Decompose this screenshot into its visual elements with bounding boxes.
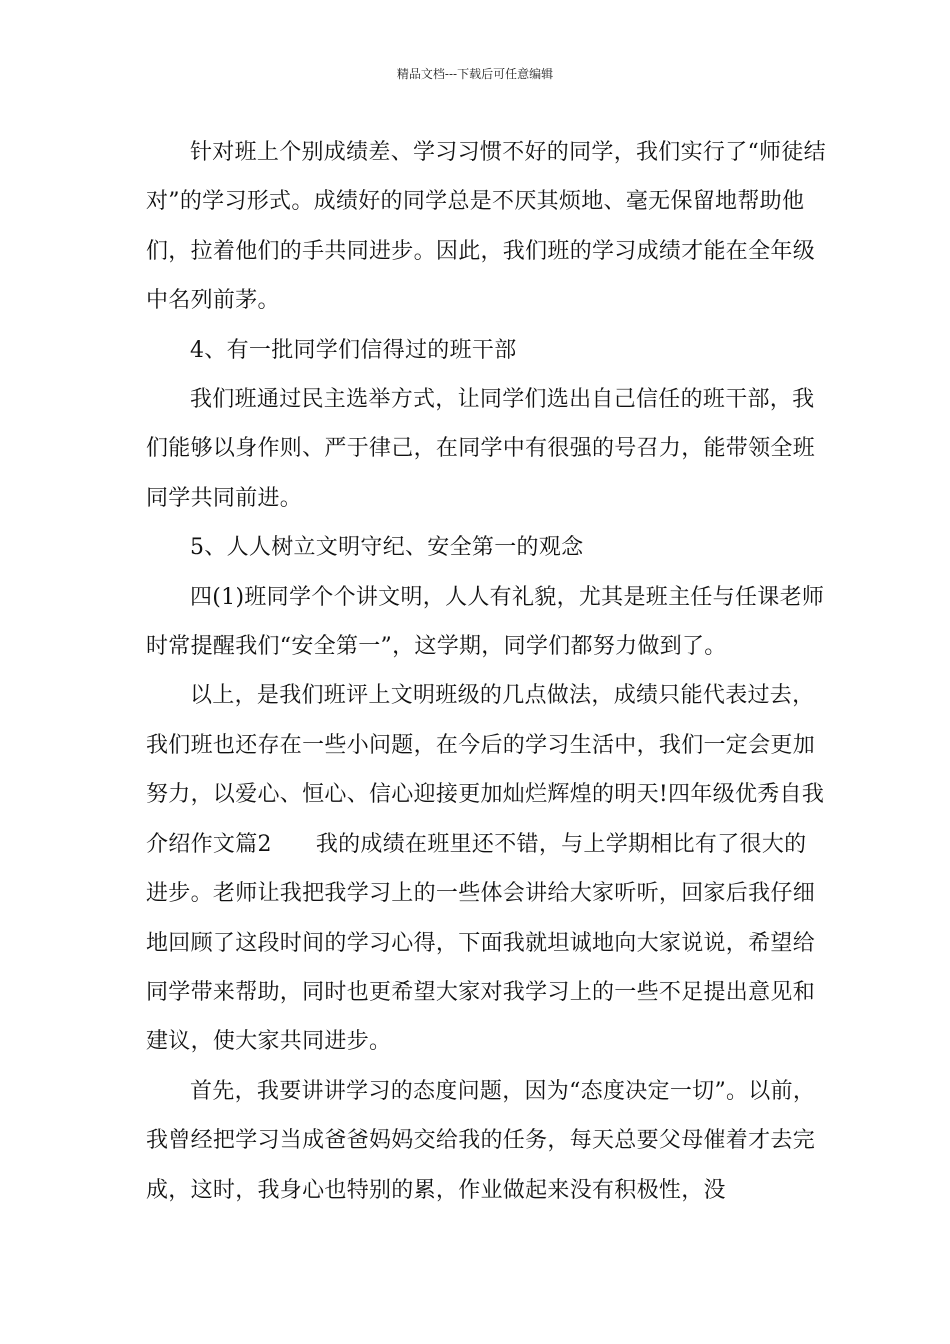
paragraph: 首先，我要讲讲学习的态度问题，因为“态度决定一切”。以前，我曾经把学习当成爸爸妈妈交给我的任务，每天总要父母催着才去完成，这时，我身心也特别的累，作业做起来没有积极性，没 [146,1078,816,1203]
paragraph: 四(1)班同学个个讲文明，人人有礼貌，尤其是班主任与任课老师时常提醒我们“安全第一”，这学期，同学们都努力做到了。 [146,584,825,660]
paragraph [146,671,826,1066]
page-header: 精品文档---下载后可任意编辑 [396,67,554,81]
section-heading: 4、有一批同学们信得过的班干部 [190,337,517,363]
paragraph: 我们班通过民主选举方式，让同学们选出自己信任的班干部，我们能够以身作则、严于律己，在同学中有很强的号召力，能带领全班同学共同前进。 [146,387,816,511]
document-body [146,128,826,1215]
section-heading: 5、人人树立文明守纪、安全第一的观念 [190,535,584,561]
paragraph-part: 我的成绩在班里还不错，与上学期相比有了很大的进步。老师让我把我学习上的一些体会讲给大家听听，回家后我仔细地回顾了这段时间的学习心得，下面我就坦诚地向大家说说，希望给同学带来帮助，同时也更希望大家对我学习上的一些不足提出意见和建议，使大家共同进步。 [146,831,816,1055]
paragraph-part: 以上，是我们班评上文明班级的几点做法，成绩只能代表过去，我们班也还存在一些小问题，在今后的学习生活中，我们一定会更加努力，以爱心、恒心、信心迎接更加灿烂辉煌的明天!四年级优秀自我介绍作文篇2 [146,683,825,857]
paragraph: 针对班上个别成绩差、学习习惯不好的同学，我们实行了“师徒结对”的学习形式。成绩好的同学总是不厌其烦地、毫无保留地帮助他们，拉着他们的手共同进步。因此，我们班的学习成绩才能在全年级中名列前茅。 [146,140,826,314]
